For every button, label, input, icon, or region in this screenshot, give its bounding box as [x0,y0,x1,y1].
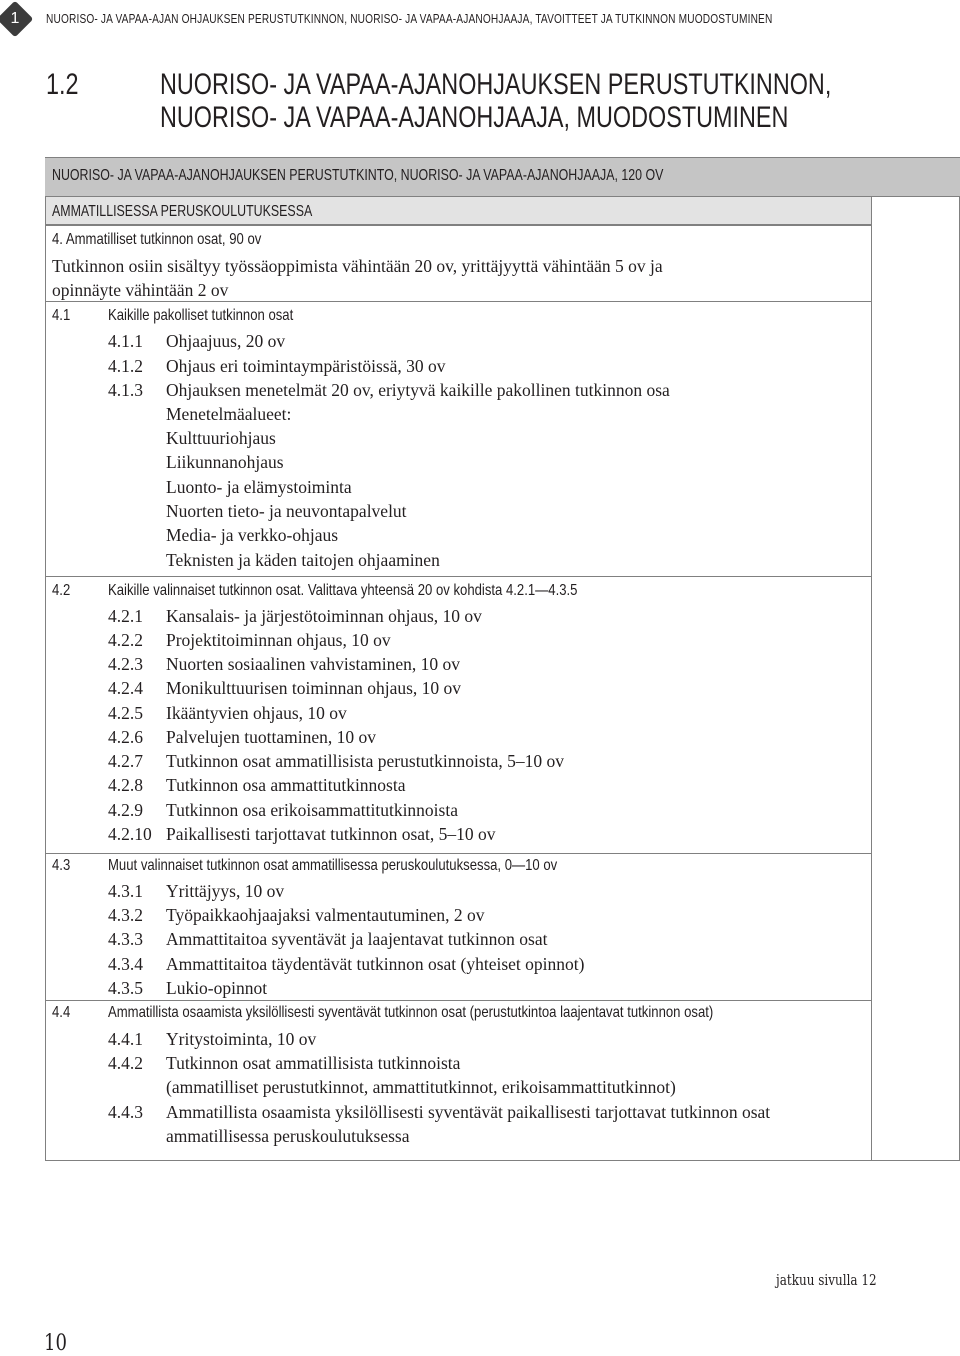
list-item: Ammatillista osaamista yksilöllisesti syventävät paikallisesti tarjottavat tutkinnon osat [166,1102,771,1122]
list-item-number: 4.2.9 [108,800,143,820]
section-title [160,68,960,134]
list-item-number: 4.2.6 [108,727,143,747]
section-title-line1: NUORISO- JA VAPAA-AJANOHJAUKSEN PERUSTUTKINNON, [160,68,832,101]
s44-number: 4.4 [52,1004,71,1021]
list-item: Paikallisesti tarjottavat tutkinnon osat, 5–10 ov [166,824,496,844]
list-item-number: 4.2.3 [108,654,143,674]
list-item-number: 4.4.2 [108,1053,143,1073]
list-item-number: 4.3.5 [108,978,143,998]
method-area-item: Liikunnanohjaus [166,452,284,472]
list-item: Palvelujen tuottaminen, 10 ov [166,727,376,747]
s42-heading: Kaikille valinnaiset tutkinnon osat. Valittava yhteensä 20 ov kohdista 4.2.1—4.3.5 [108,582,578,599]
s43-number: 4.3 [52,857,71,874]
list-item: Tutkinnon osa erikoisammattitutkinnoista [166,800,458,820]
section-title-line2: NUORISO- JA VAPAA-AJANOHJAAJA, MUODOSTUMINEN [160,101,789,134]
s41-number: 4.1 [52,307,71,324]
list-item-number: 4.1.3 [108,380,143,400]
list-item-number: 4.2.2 [108,630,143,650]
list-item-number: 4.1.2 [108,356,143,376]
list-item-number: 4.4.3 [108,1102,143,1122]
right-empty-column [872,196,960,1161]
list-item-number: 4.2.5 [108,703,143,723]
list-item: Nuorten sosiaalinen vahvistaminen, 10 ov [166,654,461,674]
section-number: 1.2 [46,68,79,101]
list-item: Tutkinnon osat ammatillisista perustutkinnoista, 5–10 ov [166,751,564,771]
list-item: Ohjaajuus, 20 ov [166,331,286,351]
s42-number: 4.2 [52,582,71,599]
list-item-number: 4.1.1 [108,331,143,351]
s43-heading: Muut valinnaiset tutkinnon osat ammatillisessa peruskoulutuksessa, 0—10 ov [108,857,558,874]
list-item: Ohjaus eri toimintaympäristöissä, 30 ov [166,356,446,376]
list-item-number: 4.3.3 [108,929,143,949]
list-item: Ammattitaitoa syventävät ja laajentavat tutkinnon osat [166,929,548,949]
running-header-title: NUORISO- JA VAPAA-AJAN OHJAUKSEN PERUSTUTKINNON, NUORISO- JA VAPAA-AJANOHJAAJA, TAVOITTEET JA TUTKINNON MUODOSTUMINEN [46,11,773,26]
list-item: Yritystoiminta, 10 ov [166,1029,317,1049]
list-item: Tutkinnon osa ammattitutkinnosta [166,775,406,795]
list-item-number: 4.2.4 [108,678,143,698]
list-item: Kansalais- ja järjestötoiminnan ohjaus, 10 ov [166,606,482,626]
method-area-item: Media- ja verkko-ohjaus [166,525,339,545]
part4-text-line1: Tutkinnon osiin sisältyy työssäoppimista vähintään 20 ov, yrittäjyyttä vähintään 5 ov ja [52,256,663,276]
list-item: Projektitoiminnan ohjaus, 10 ov [166,630,391,650]
list-item: Tutkinnon osat ammatillisista tutkinnoista [166,1053,461,1073]
method-area-item: Kulttuuriohjaus [166,428,276,448]
list-item: Ohjauksen menetelmät 20 ov, eriytyvä kaikille pakollinen tutkinnon osa [166,380,670,400]
method-area-item: Teknisten ja käden taitojen ohjaaminen [166,550,440,570]
sub-heading: AMMATILLISESSA PERUSKOULUTUKSESSA [52,203,313,220]
list-item-number: 4.2.10 [108,824,152,844]
list-item-number: 4.2.8 [108,775,143,795]
list-item-continuation: ammatillisessa peruskoulutuksessa [166,1126,410,1146]
list-item: Monikulttuurisen toiminnan ohjaus, 10 ov [166,678,462,698]
part4-heading: 4. Ammatilliset tutkinnon osat, 90 ov [52,231,262,248]
continued-note: jatkuu sivulla 12 [776,1271,877,1289]
row-divider [45,301,872,302]
page-number: 10 [44,1331,67,1356]
list-item: Työpaikkaohjaajaksi valmentautuminen, 2 ov [166,905,485,925]
list-item-number: 4.3.2 [108,905,143,925]
method-area-label: Menetelmäalueet: [166,404,292,424]
list-item: Yrittäjyys, 10 ov [166,881,285,901]
degree-heading: NUORISO- JA VAPAA-AJANOHJAUKSEN PERUSTUTKINTO, NUORISO- JA VAPAA-AJANOHJAAJA, 120 OV [52,167,664,184]
s41-heading: Kaikille pakolliset tutkinnon osat [108,307,294,324]
list-item-number: 4.3.1 [108,881,143,901]
list-item: Ikääntyvien ohjaus, 10 ov [166,703,347,723]
part4-text-line2: opinnäyte vähintään 2 ov [52,280,229,300]
list-item: Lukio-opinnot [166,978,268,998]
list-item-number: 4.2.1 [108,606,143,626]
method-area-item: Nuorten tieto- ja neuvontapalvelut [166,501,407,521]
list-item-continuation: (ammatilliset perustutkinnot, ammattitutkinnot, erikoisammattitutkinnot) [166,1077,676,1097]
list-item-number: 4.3.4 [108,954,143,974]
list-item: Ammattitaitoa täydentävät tutkinnon osat (yhteiset opinnot) [166,954,585,974]
row-divider [45,1000,872,1001]
chapter-number: 1 [10,10,20,27]
s44-heading: Ammatillista osaamista yksilöllisesti syventävät tutkinnon osat (perustutkintoa laajentavat tutkinnon osat) [108,1004,714,1021]
list-item-number: 4.2.7 [108,751,143,771]
row-divider [45,576,872,577]
row-divider [45,853,872,854]
method-area-item: Luonto- ja elämystoiminta [166,477,352,497]
list-item-number: 4.4.1 [108,1029,143,1049]
